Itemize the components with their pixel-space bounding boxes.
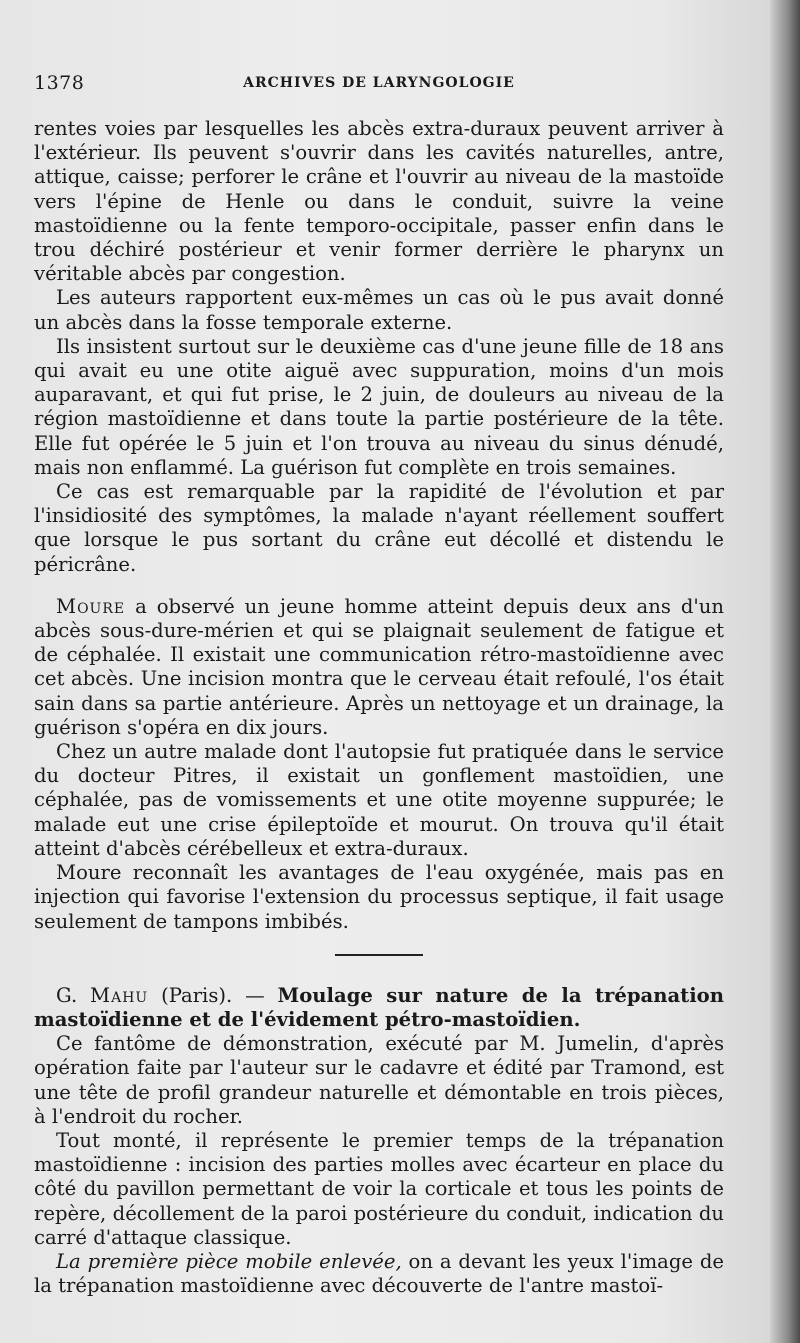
- paragraph: Ce cas est remarquable par la rapidité de l'évolution et par l'insidiosité des symptômes, la malade n'ayant réellement souffert que lorsque le pus sortant du crâne eut décollé et distendu le péricrâne.: [34, 480, 724, 576]
- paragraph: [34, 595, 724, 740]
- author-place: (Paris). —: [148, 983, 278, 1007]
- paragraph: Chez un autre malade dont l'autopsie fut pratiquée dans le service du docteur Pitres, il existait un gonflement mastoïdien, une céphalée, pas de vomissements et une otite moyenne suppurée; le malade eut une crise épileptoïde et mourut. On trouva qu'il était atteint d'abcès cérébelleux et extra-duraux.: [34, 740, 724, 860]
- running-title: ARCHIVES DE LARYNGOLOGIE: [243, 75, 515, 91]
- paragraph: [34, 1250, 724, 1298]
- paragraph-text: on a devant les yeux l'image de la trépanation mastoïdienne avec découverte de l'antre mastoï-: [34, 1249, 724, 1298]
- paragraph: Moure reconnaît les avantages de l'eau oxygénée, mais pas en injection qui favorise l'extension du processus septique, il fait usage seulement de tampons imbibés.: [34, 861, 724, 933]
- author-name: Mahu: [90, 983, 149, 1007]
- author-initial: G.: [56, 983, 91, 1007]
- paragraph: Ils insistent surtout sur le deuxième cas d'une jeune fille de 18 ans qui avait eu une otite aiguë avec suppuration, moins d'un mois auparavant, et qui fut prise, le 2 juin, de douleurs au niveau de la région mastoïdienne et dans toute la partie postérieure de la tête. Elle fut opérée le 5 juin et l'on trouva au niveau du sinus dénudé, mais non enflammé. La guérison fut complète en trois semaines.: [34, 334, 724, 479]
- article-title: Moulage sur nature de la trépanation mastoïdienne et de l'évidement pétro-mastoïdien.: [34, 983, 724, 1031]
- italic-phrase: La première pièce mobile enlevée,: [56, 1249, 402, 1273]
- section-divider: [335, 954, 423, 956]
- author-name: Moure: [56, 594, 126, 618]
- paragraph: Tout monté, il représente le premier temps de la trépanation mastoïdienne : incision des parties molles avec écarteur en place du côté du pavillon permettant de voir la corticale et tous les points de repère, décollement de la paroi postérieure du conduit, indication du carré d'attaque classique.: [34, 1128, 724, 1249]
- section-gap: [34, 577, 724, 595]
- paragraph: Ce fantôme de démonstration, exécuté par M. Jumelin, d'après opération faite par l'auteur sur le cadavre et édité par Tramond, est une tête de profil grandeur naturelle et démontable en trois pièces, à l'endroit du rocher.: [34, 1032, 724, 1128]
- paragraph: rentes voies par lesquelles les abcès extra-duraux peuvent arriver à l'extérieur. Ils peuvent s'ouvrir dans les cavités naturelles, antre, attique, caisse; perforer le crâne et l'ouvrir au niveau de la mastoïde vers l'épine de Henle ou dans le conduit, suivre la veine mastoïdienne ou la fente temporo-occipitale, passer enfin dans le trou déchiré postérieur et venir former derrière le pharynx un véritable abcès par congestion.: [34, 117, 724, 286]
- page-header: [34, 72, 724, 96]
- article-heading: [34, 984, 724, 1032]
- paragraph: Les auteurs rapportent eux-mêmes un cas où le pus avait donné un abcès dans la fosse temporale externe.: [34, 286, 724, 334]
- page-number: 1378: [34, 72, 85, 94]
- article-body: [34, 117, 724, 1298]
- page-edge-shadow: [770, 0, 800, 1343]
- paragraph-text: a observé un jeune homme atteint depuis deux ans d'un abcès sous-dure-mérien et qui se plaignait seulement de fatigue et de céphalée. Il existait une communication rétro-mastoïdienne avec cet abcès. Une incision montra que le cerveau était refoulé, l'os était sain dans sa partie antérieure. Après un nettoyage et un drainage, la guérison s'opéra en dix jours.: [34, 594, 724, 739]
